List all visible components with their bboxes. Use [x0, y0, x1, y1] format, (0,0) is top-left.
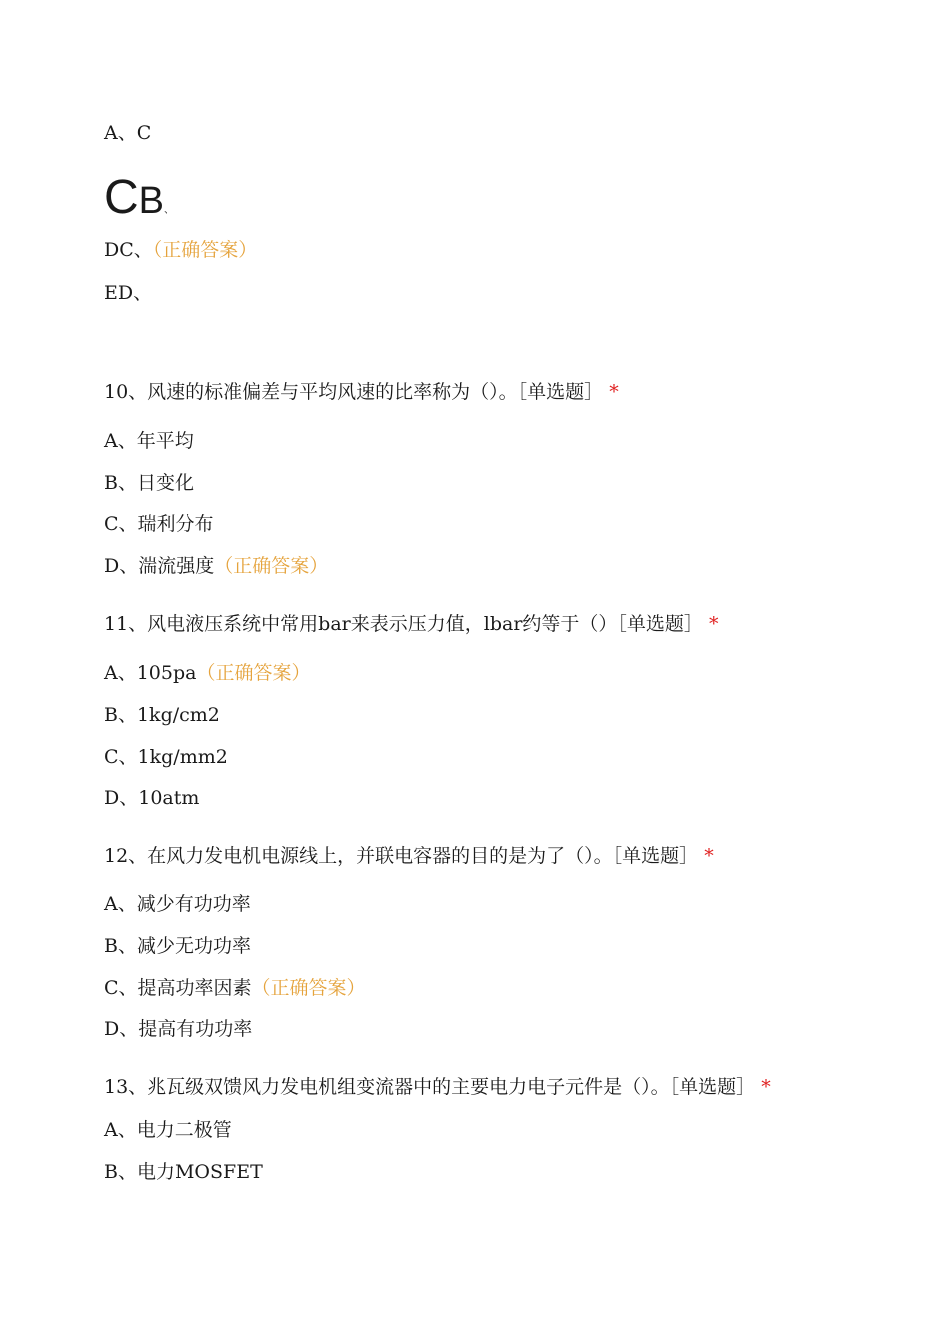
option-line: B、电力MOSFET [104, 1161, 263, 1183]
option-line: C、瑞利分布 [104, 513, 214, 535]
question-title: 10、风速的标准偏差与平均风速的比率称为（）。［单选题］ * [104, 381, 619, 403]
option-line: C、1kg/mm2 [104, 746, 228, 768]
option-line: A、105pa（正确答案） [104, 662, 311, 684]
option-line: B、1kg/cm2 [104, 704, 220, 726]
option-line: A、年平均 [104, 430, 194, 452]
option-line: A、C [104, 122, 152, 144]
required-mark: * [704, 845, 714, 867]
option-line: D、湍流强度（正确答案） [104, 555, 329, 577]
required-mark: * [708, 613, 719, 635]
option-line: ED、 [104, 282, 153, 304]
option-line: DC、（正确答案） [104, 239, 258, 261]
correct-answer-tag: （正确答案） [152, 239, 258, 261]
correct-answer-tag: （正确答案） [214, 555, 329, 577]
required-mark: * [609, 381, 619, 403]
option-line: B、日变化 [104, 472, 194, 494]
large-option-line [104, 170, 174, 229]
option-line: A、减少有功功率 [104, 893, 251, 915]
question-title: 13、兆瓦级双馈风力发电机组变流器中的主要电力电子元件是（）。［单选题］ * [104, 1076, 771, 1098]
question-title: 12、在风力发电机电源线上，并联电容器的目的是为了（）。［单选题］ * [104, 845, 714, 867]
separator: 、 [164, 205, 175, 216]
large-letter-b: B [138, 180, 165, 222]
option-line: C、提高功率因素（正确答案） [104, 977, 366, 999]
option-line: B、减少无功功率 [104, 935, 251, 957]
required-mark: * [761, 1076, 771, 1098]
option-line: D、10atm [104, 787, 200, 809]
correct-answer-tag: （正确答案） [196, 662, 311, 684]
question-title: 11、风电液压系统中常用bar来表示压力值，lbar约等于（）［单选题］ * [104, 613, 719, 635]
option-line: D、提高有功功率 [104, 1018, 253, 1040]
option-line: A、电力二极管 [104, 1119, 232, 1141]
large-letter-c: C [104, 171, 139, 224]
correct-answer-tag: （正确答案） [251, 977, 366, 999]
